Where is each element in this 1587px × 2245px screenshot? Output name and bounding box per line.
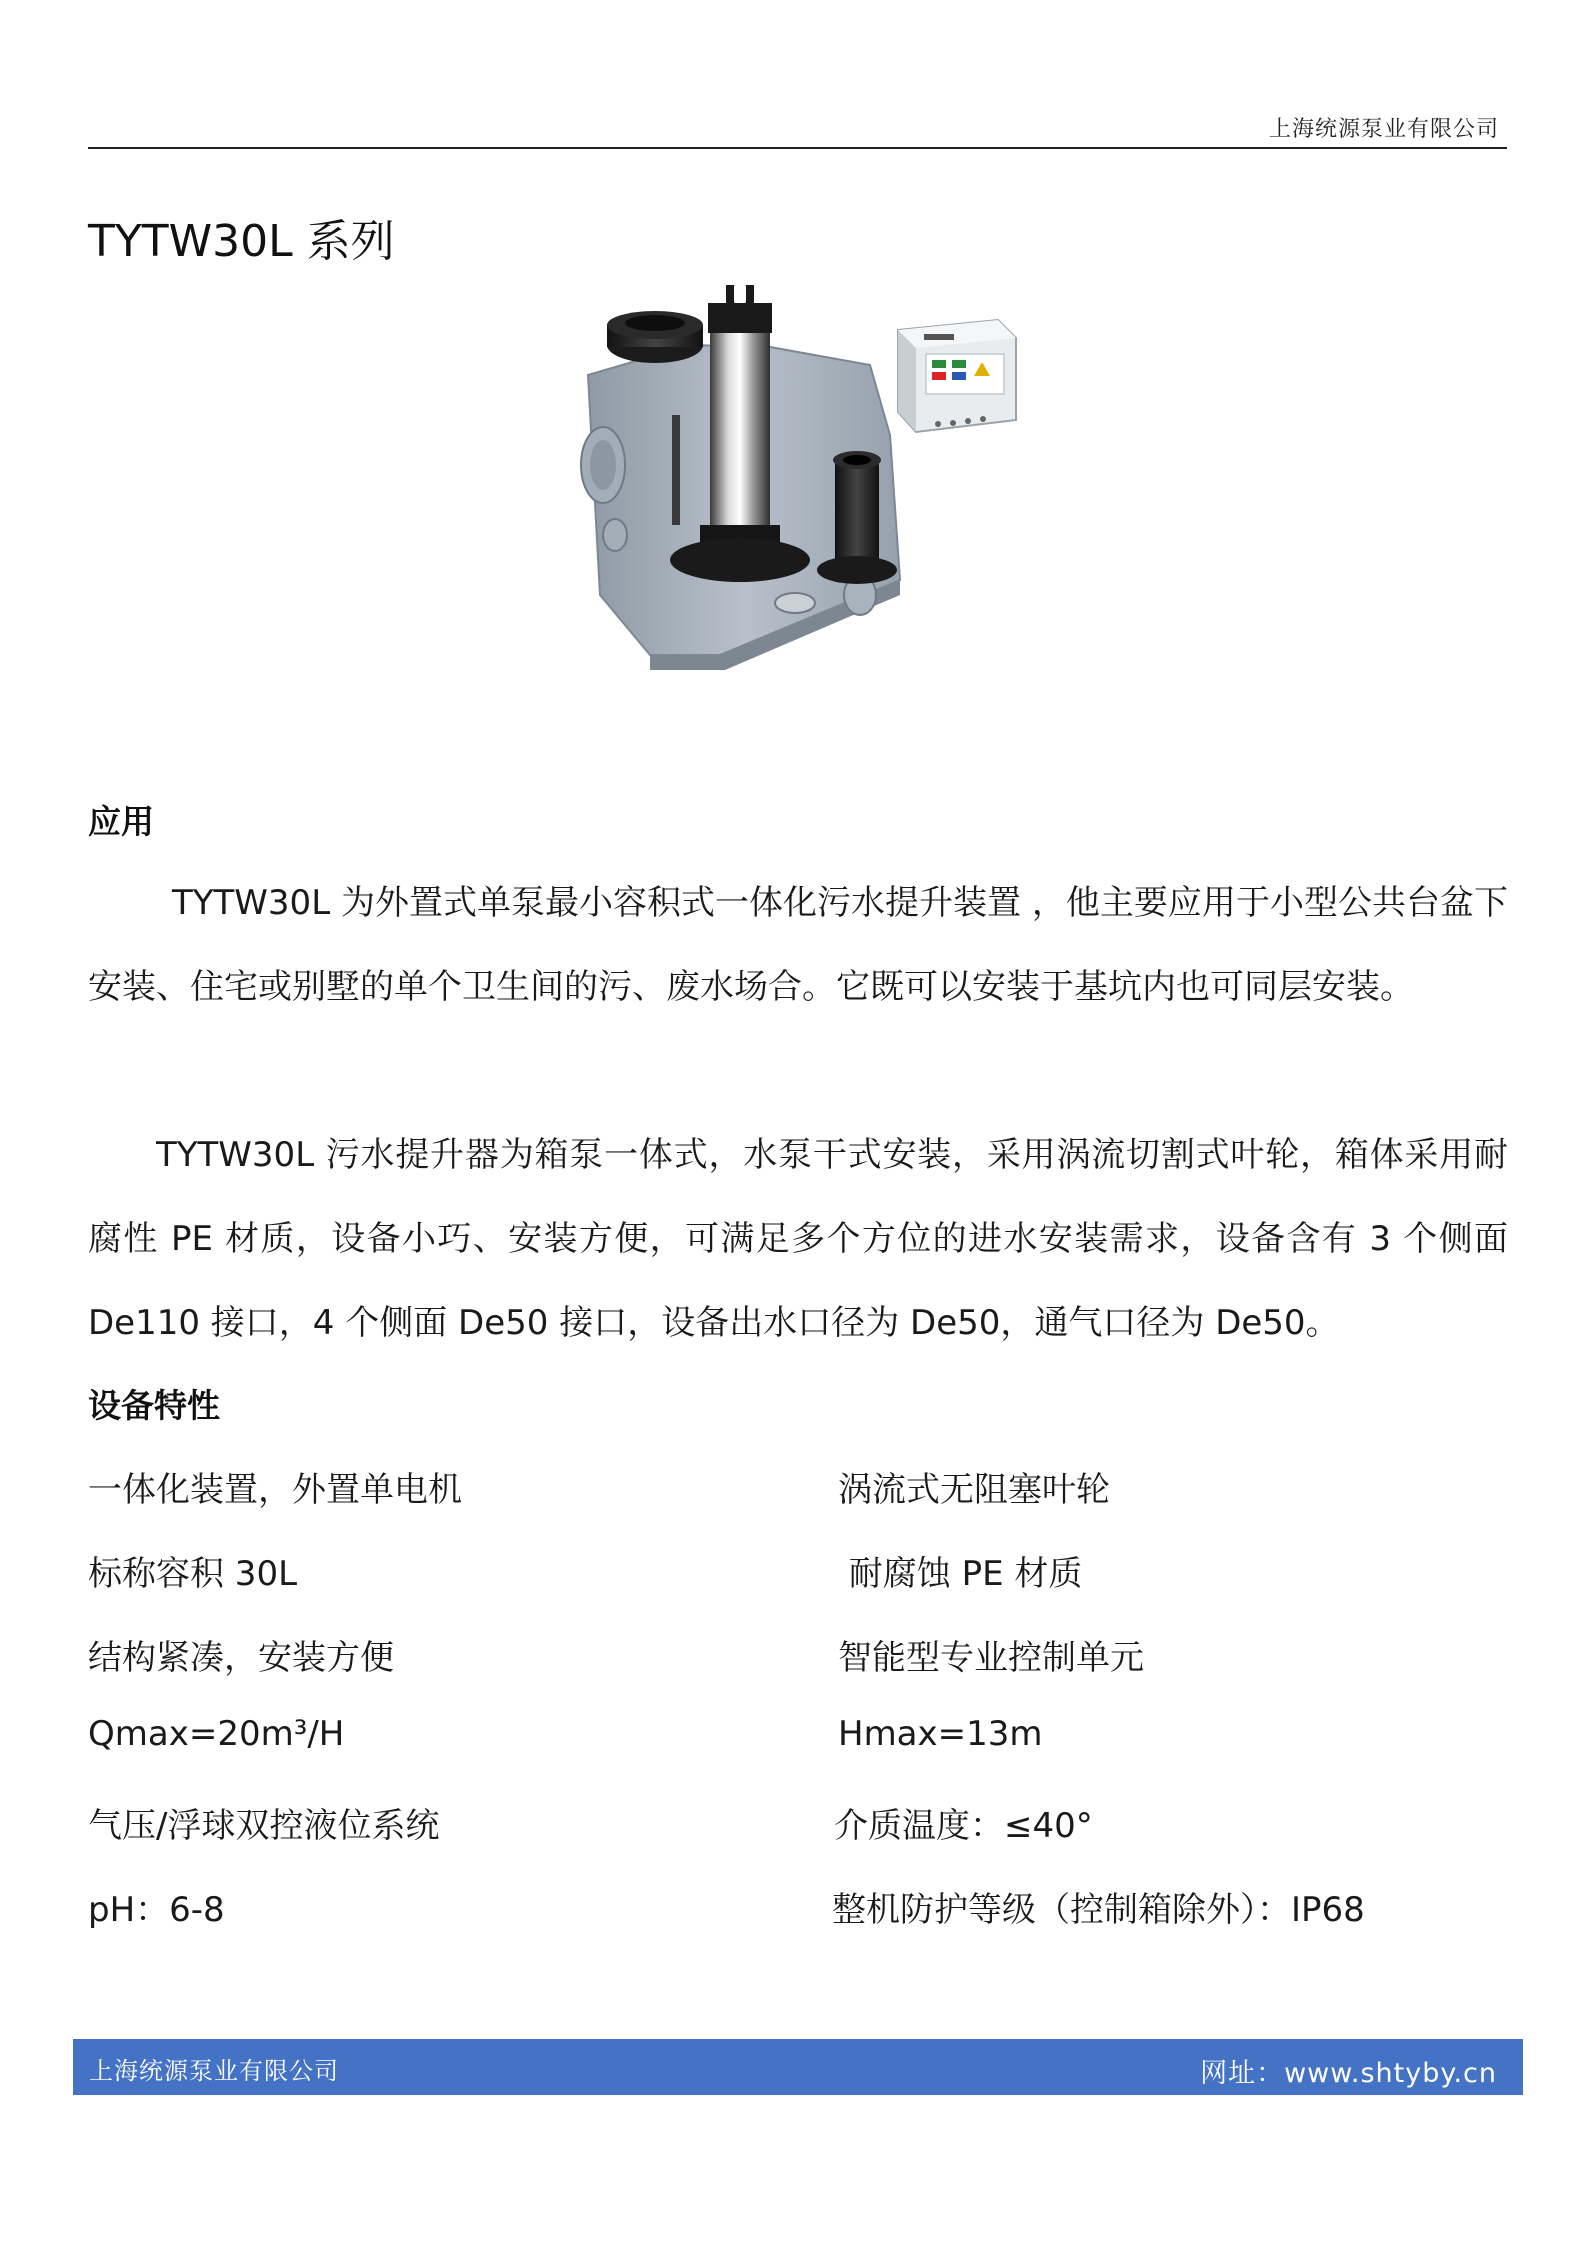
feature-left-6: pH：6-8 — [88, 1890, 225, 1930]
footer-company: 上海统源泵业有限公司 — [89, 2057, 339, 2085]
feature-left-4: Qmax=20m³/H — [88, 1714, 345, 1754]
feature-right-2: 耐腐蚀 PE 材质 — [838, 1554, 1083, 1594]
application-heading: 应用 — [88, 802, 154, 841]
header-company: 上海统源泵业有限公司 — [1268, 117, 1499, 142]
feature-right-6: 整机防护等级（控制箱除外）：IP68 — [832, 1890, 1365, 1930]
application-para2: TYTW30L 污水提升器为箱泵一体式，水泵干式安装，采用涡流切割式叶轮，箱体采用耐腐性 PE 材质，设备小巧、安装方便，可满足多个方位的进水安装需求，设备含有 3 个侧面 De110 接口，4 个侧面 De50 接口，设备出水口径为 De50，通气口径为 De50。 — [88, 1135, 1508, 1343]
footer-website[interactable]: 网址：www.shtyby.cn — [1200, 2058, 1497, 2089]
feature-left-3: 结构紧凑，安装方便 — [88, 1638, 394, 1678]
footer-bar — [73, 2039, 1523, 2095]
feature-right-4: Hmax=13m — [838, 1714, 1043, 1754]
feature-left-2: 标称容积 30L — [88, 1554, 298, 1594]
product-image — [570, 285, 1030, 685]
feature-right-1: 涡流式无阻塞叶轮 — [838, 1470, 1110, 1510]
feature-right-3: 智能型专业控制单元 — [838, 1638, 1144, 1678]
application-para1: TYTW30L 为外置式单泵最小容积式一体化污水提升装置 ，他主要应用于小型公共台盆下安装、住宅或别墅的单个卫生间的污、废水场合。它既可以安装于基坑内也可同层安装。 — [88, 883, 1508, 1007]
features-heading: 设备特性 — [88, 1386, 220, 1425]
header-rule — [88, 147, 1507, 149]
feature-left-5: 气压/浮球双控液位系统 — [88, 1806, 440, 1846]
page-title: TYTW30L 系列 — [88, 216, 395, 267]
feature-right-5: 介质温度：≤40° — [834, 1806, 1093, 1846]
feature-left-1: 一体化装置，外置单电机 — [88, 1470, 462, 1510]
control-box — [898, 320, 1016, 432]
